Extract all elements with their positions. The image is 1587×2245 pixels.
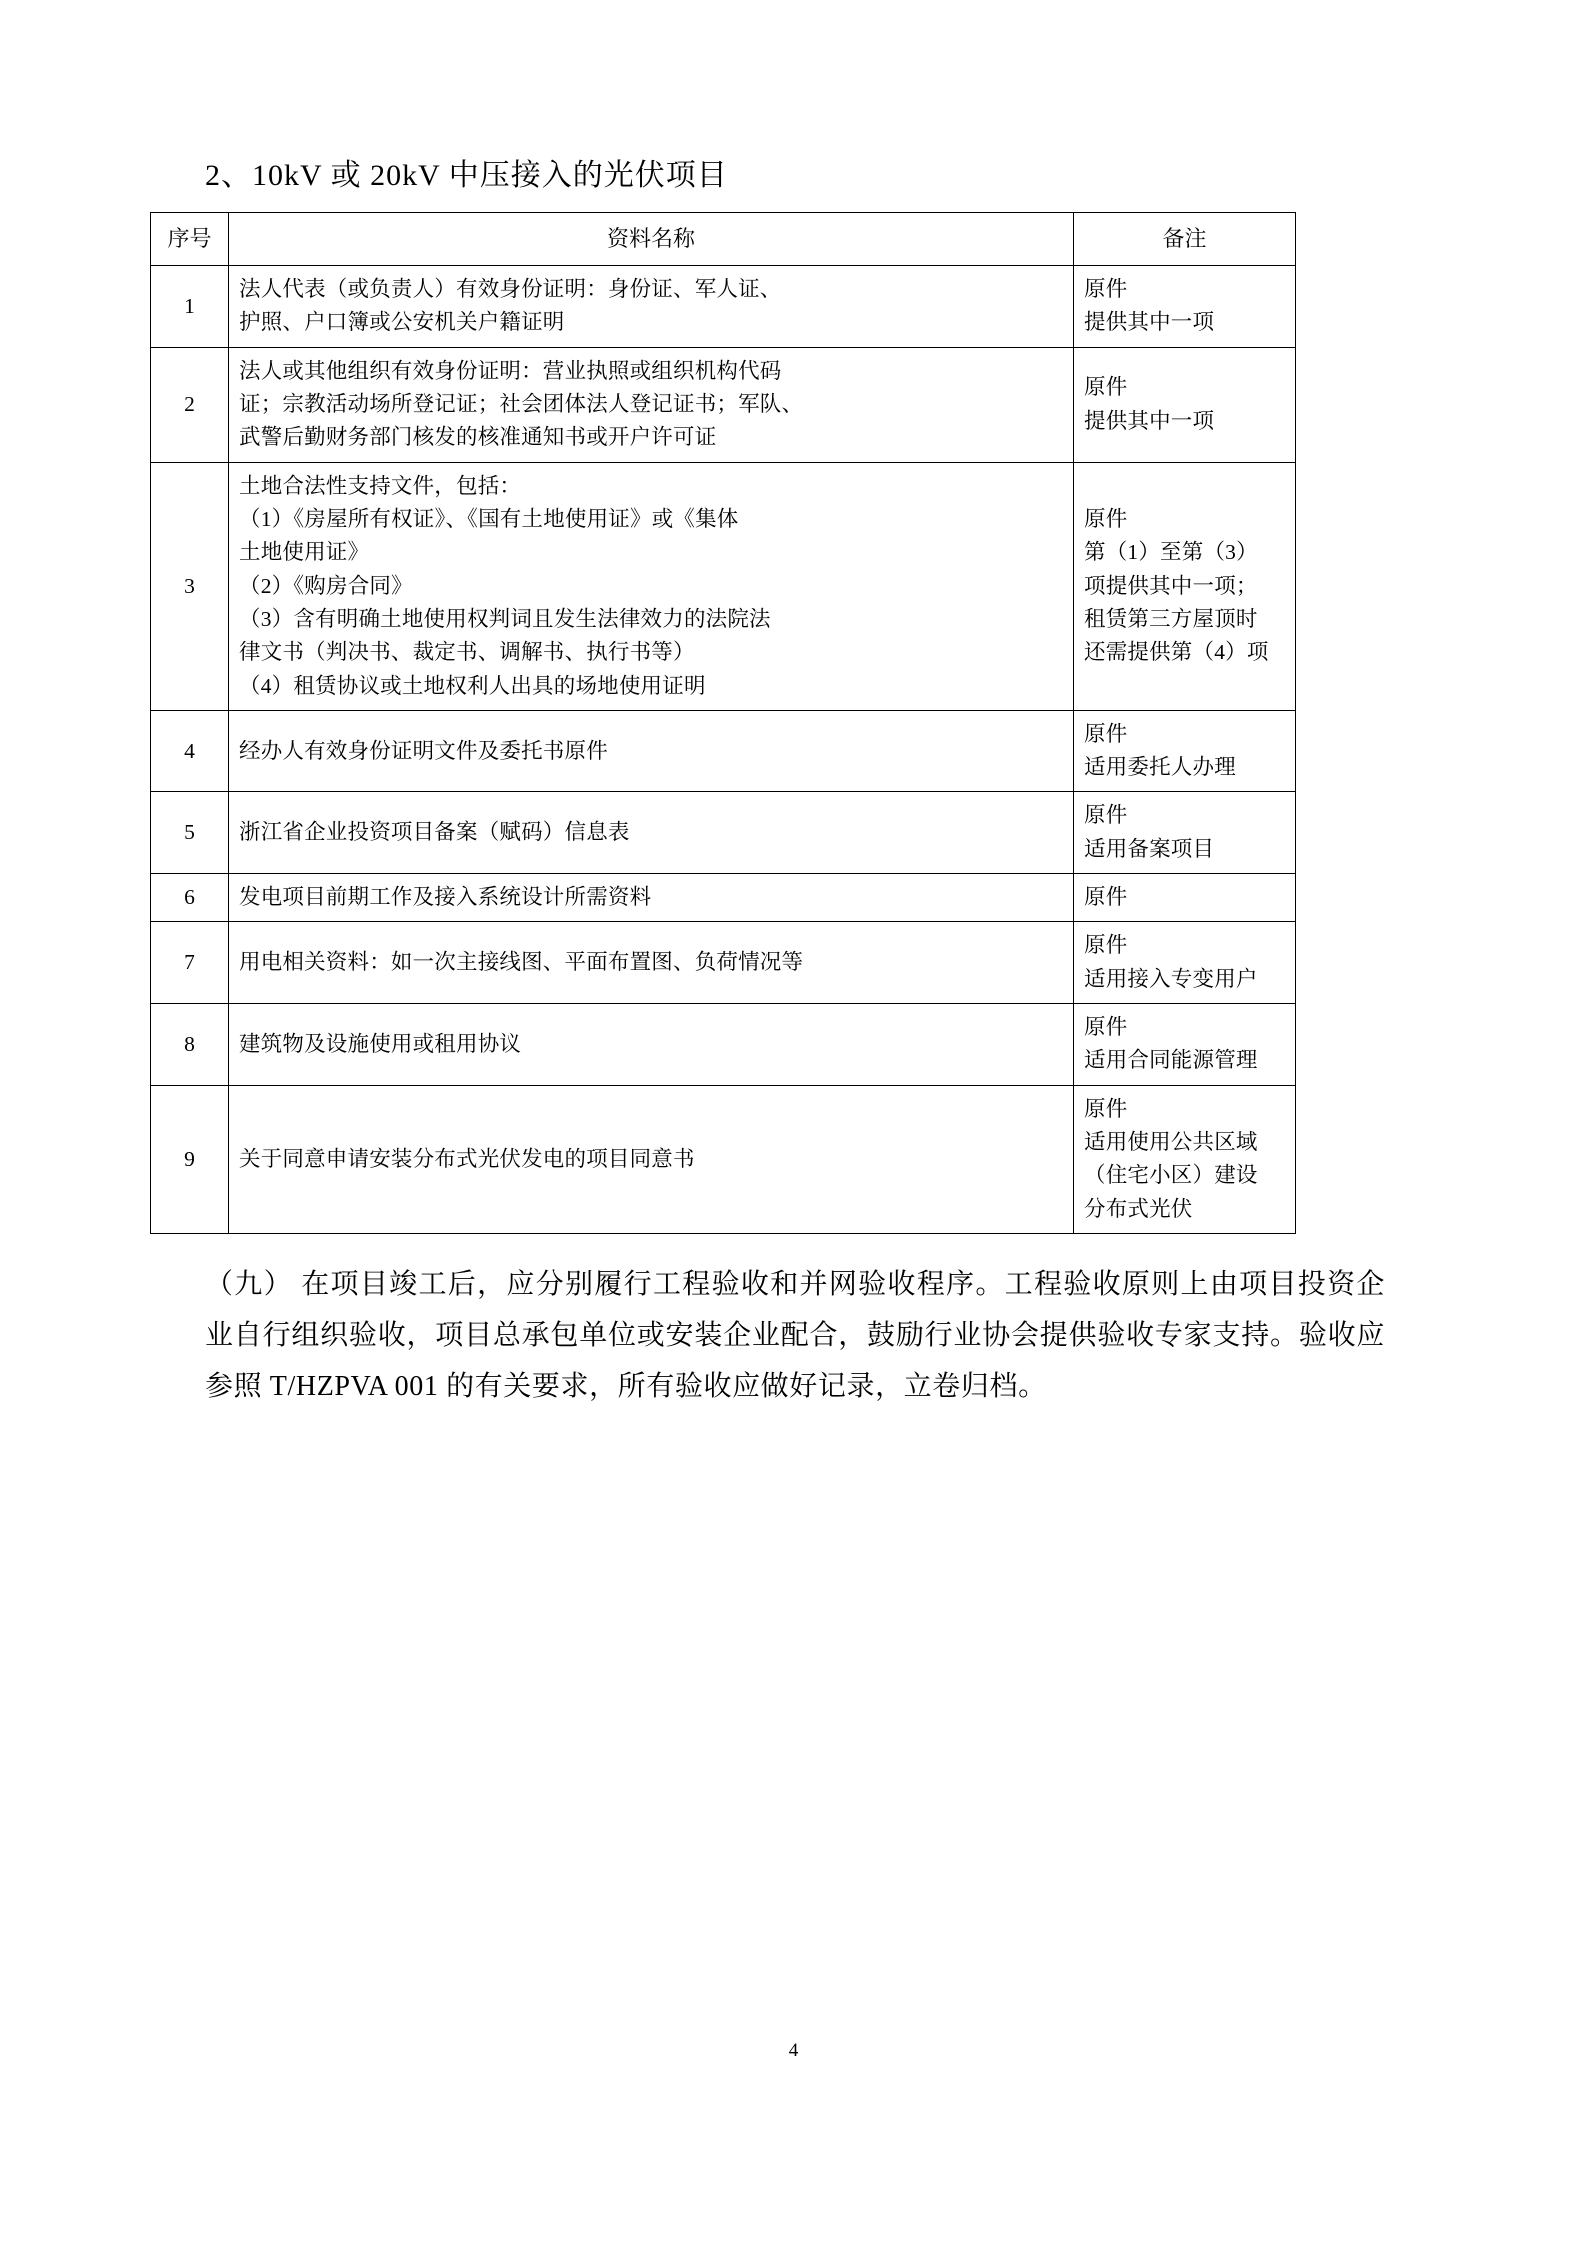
row-note bbox=[1074, 792, 1296, 874]
row-name-line: 法人或其他组织有效身份证明：营业执照或组织机构代码 bbox=[239, 358, 782, 383]
row-note-line: 适用接入专变用户 bbox=[1084, 966, 1258, 991]
row-note bbox=[1074, 710, 1296, 792]
row-name-line: 发电项目前期工作及接入系统设计所需资料 bbox=[239, 885, 652, 910]
row-name-line: 土地使用证》 bbox=[239, 540, 370, 565]
table-row bbox=[151, 874, 1296, 922]
row-name bbox=[229, 266, 1074, 348]
row-note-line: 原件 bbox=[1084, 1015, 1128, 1040]
row-no: 6 bbox=[151, 874, 229, 922]
row-name-line: 律文书（判决书、裁定书、调解书、执行书等） bbox=[239, 640, 695, 665]
row-name-line: 法人代表（或负责人）有效身份证明：身份证、军人证、 bbox=[239, 277, 782, 302]
column-header-note: 备注 bbox=[1074, 213, 1296, 266]
row-note-line: 适用委托人办理 bbox=[1084, 755, 1236, 780]
row-note-line: 提供其中一项 bbox=[1084, 408, 1215, 433]
row-name-line: 关于同意申请安装分布式光伏发电的项目同意书 bbox=[239, 1146, 695, 1171]
row-name-line: 经办人有效身份证明文件及委托书原件 bbox=[239, 738, 608, 763]
row-note bbox=[1074, 462, 1296, 710]
row-name-line: 用电相关资料：如一次主接线图、平面布置图、负荷情况等 bbox=[239, 950, 804, 975]
row-note-line: 原件 bbox=[1084, 803, 1128, 828]
requirements-table bbox=[150, 212, 1296, 1234]
row-name bbox=[229, 874, 1074, 922]
table-row bbox=[151, 792, 1296, 874]
table-row bbox=[151, 922, 1296, 1004]
row-no: 3 bbox=[151, 462, 229, 710]
row-note-line: 原件 bbox=[1084, 375, 1128, 400]
row-name-line: 土地合法性支持文件，包括： bbox=[239, 473, 522, 498]
body-paragraph: （九） 在项目竣工后，应分别履行工程验收和并网验收程序。工程验收原则上由项目投资企业自行组织验收，项目总承包单位或安装企业配合，鼓励行业协会提供验收专家支持。验收应参照 T/HZPVA 001 的有关要求，所有验收应做好记录，立卷归档。 bbox=[205, 1268, 1385, 1402]
row-note-line: 提供其中一项 bbox=[1084, 310, 1215, 335]
row-name bbox=[229, 1004, 1074, 1086]
row-no: 9 bbox=[151, 1085, 229, 1233]
row-no: 2 bbox=[151, 347, 229, 462]
section-heading: 2、10kV 或 20kV 中压接入的光伏项目 bbox=[205, 159, 728, 192]
row-name-line: 护照、户口簿或公安机关户籍证明 bbox=[239, 310, 565, 335]
row-name bbox=[229, 462, 1074, 710]
page-content bbox=[167, 150, 1385, 1441]
row-name-line: （3）含有明确土地使用权判词且发生法律效力的法院法 bbox=[239, 606, 771, 631]
row-note bbox=[1074, 1085, 1296, 1233]
row-note-line: 适用使用公共区域 bbox=[1084, 1129, 1258, 1154]
row-name-line: 武警后勤财务部门核发的核准通知书或开户许可证 bbox=[239, 425, 717, 450]
row-note-line: 原件 bbox=[1084, 721, 1128, 746]
row-name-line: （1）《房屋所有权证》、《国有土地使用证》或《集体 bbox=[239, 506, 739, 531]
row-note bbox=[1074, 1004, 1296, 1086]
table-row bbox=[151, 1004, 1296, 1086]
column-header-no: 序号 bbox=[151, 213, 229, 266]
table-row bbox=[151, 710, 1296, 792]
row-note bbox=[1074, 266, 1296, 348]
table-header-row bbox=[151, 213, 1296, 266]
row-name-line: （4）租赁协议或土地权利人出具的场地使用证明 bbox=[239, 673, 706, 698]
row-note-line: 原件 bbox=[1084, 933, 1128, 958]
table-row bbox=[151, 1085, 1296, 1233]
table-row bbox=[151, 462, 1296, 710]
row-no: 5 bbox=[151, 792, 229, 874]
row-note-line: 还需提供第（4）项 bbox=[1084, 640, 1269, 665]
row-name-line: 建筑物及设施使用或租用协议 bbox=[239, 1031, 522, 1056]
row-no: 7 bbox=[151, 922, 229, 1004]
row-note-line: 原件 bbox=[1084, 506, 1128, 531]
row-note-line: 原件 bbox=[1084, 885, 1128, 910]
row-name bbox=[229, 922, 1074, 1004]
row-name-line: 浙江省企业投资项目备案（赋码）信息表 bbox=[239, 820, 630, 845]
row-name bbox=[229, 347, 1074, 462]
table-row bbox=[151, 347, 1296, 462]
row-note-line: 适用备案项目 bbox=[1084, 836, 1215, 861]
row-name bbox=[229, 1085, 1074, 1233]
row-note bbox=[1074, 874, 1296, 922]
column-header-name: 资料名称 bbox=[229, 213, 1074, 266]
page-number: 4 bbox=[788, 2040, 799, 2061]
row-name-line: 证；宗教活动场所登记证；社会团体法人登记证书；军队、 bbox=[239, 392, 804, 417]
row-note-line: 原件 bbox=[1084, 277, 1128, 302]
row-note-line: 第（1）至第（3） bbox=[1084, 540, 1258, 565]
row-note-line: 适用合同能源管理 bbox=[1084, 1048, 1258, 1073]
row-name bbox=[229, 792, 1074, 874]
row-note-line: 租赁第三方屋顶时 bbox=[1084, 606, 1258, 631]
row-note-line: 原件 bbox=[1084, 1096, 1128, 1121]
row-name bbox=[229, 710, 1074, 792]
table-row bbox=[151, 266, 1296, 348]
row-note-line: 分布式光伏 bbox=[1084, 1196, 1193, 1221]
row-no: 4 bbox=[151, 710, 229, 792]
row-note-line: 项提供其中一项； bbox=[1084, 573, 1258, 598]
row-note-line: （住宅小区）建设 bbox=[1084, 1163, 1258, 1188]
row-no: 8 bbox=[151, 1004, 229, 1086]
row-no: 1 bbox=[151, 266, 229, 348]
row-name-line: （2）《购房合同》 bbox=[239, 573, 413, 598]
row-note bbox=[1074, 347, 1296, 462]
row-note bbox=[1074, 922, 1296, 1004]
